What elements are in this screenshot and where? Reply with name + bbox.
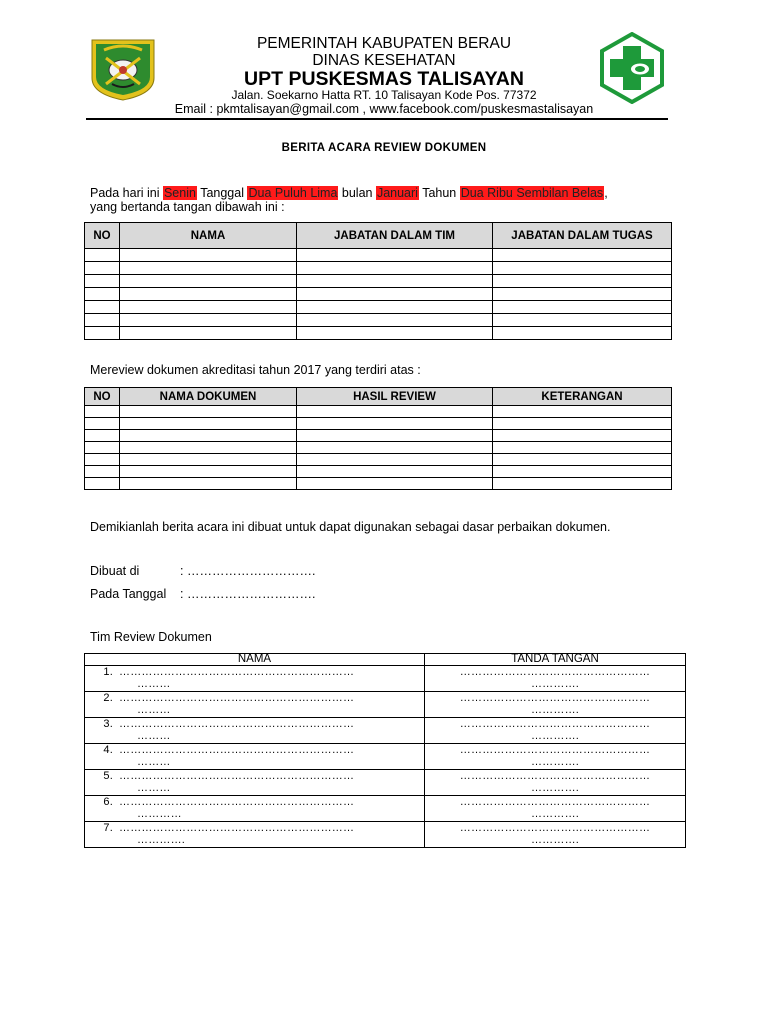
intro-tanggal: Dua Puluh Lima: [248, 186, 338, 200]
sig-sign-dots-cont: ………….: [530, 756, 580, 768]
table-row: [85, 442, 672, 454]
table-row: [85, 275, 672, 288]
sig-sign-dots-cont: ………….: [530, 678, 580, 690]
intro-line1: [90, 186, 608, 200]
sig-name-dots-cont: ………….: [137, 834, 186, 846]
table-row: [85, 718, 686, 744]
team-col-jabatan-tugas: JABATAN DALAM TUGAS: [493, 223, 672, 249]
sig-name-dots: ………………………………………………………: [119, 822, 355, 834]
header-line1: PEMERINTAH KABUPATEN BERAU: [256, 35, 512, 52]
sig-name-dots: ………………………………………………………: [119, 666, 355, 678]
pada-tanggal-value: : ………………………….: [180, 587, 316, 601]
sig-sign-dots: ……………………………………………: [459, 718, 651, 730]
sig-name-dots: ………………………………………………………: [119, 796, 355, 808]
berau-emblem-logo: [90, 38, 156, 102]
intro-text-1: Pada hari ini: [90, 186, 163, 200]
table-row: [85, 418, 672, 430]
review-intro: Mereview dokumen akreditasi tahun 2017 yang terdiri atas :: [90, 363, 421, 377]
sig-name-dots: ………………………………………………………: [119, 692, 355, 704]
table-row: [85, 744, 686, 770]
header-line3: UPT PUSKESMAS TALISAYAN: [244, 68, 524, 90]
letterhead-rule: [86, 118, 668, 120]
docs-col-no: NO: [85, 388, 120, 406]
docs-col-keterangan: KETERANGAN: [493, 388, 672, 406]
sig-row-number: 6.: [103, 796, 113, 808]
tim-review-title: Tim Review Dokumen: [90, 630, 212, 644]
signature-table: [84, 653, 686, 848]
sig-row-number: 7.: [103, 822, 113, 834]
dibuat-di-label: Dibuat di: [90, 564, 140, 578]
table-row: [85, 666, 686, 692]
sig-name-dots-cont: …………: [137, 808, 182, 820]
sig-name-dots: ………………………………………………………: [119, 744, 355, 756]
puskesmas-logo: [596, 32, 668, 104]
header-email: Email : pkmtalisayan@gmail.com , www.facebook.com/puskesmastalisayan: [174, 102, 594, 116]
header-line2: DINAS KESEHATAN: [312, 52, 456, 69]
table-row: [85, 314, 672, 327]
docs-col-hasil-review: HASIL REVIEW: [297, 388, 493, 406]
table-row: [85, 692, 686, 718]
sig-col-nama: NAMA: [85, 654, 425, 666]
intro-text-5: ,: [604, 186, 608, 200]
intro-bulan: Januari: [376, 186, 418, 200]
intro-text-2: Tanggal: [196, 186, 248, 200]
table-row: [85, 430, 672, 442]
table-row: [85, 288, 672, 301]
table-row: [85, 262, 672, 275]
table-row: [85, 466, 672, 478]
sig-row-number: 2.: [103, 692, 113, 704]
sig-sign-dots: ……………………………………………: [459, 692, 651, 704]
table-row: [85, 478, 672, 490]
sig-name-dots: ………………………………………………………: [119, 718, 355, 730]
sig-name-dots-cont: ………: [137, 756, 171, 768]
team-col-jabatan-tim: JABATAN DALAM TIM: [297, 223, 493, 249]
sig-sign-dots: ……………………………………………: [459, 744, 651, 756]
intro-text-3: bulan: [338, 186, 376, 200]
team-col-nama: NAMA: [120, 223, 297, 249]
closing-statement: Demikianlah berita acara ini dibuat untuk dapat digunakan sebagai dasar perbaikan dokumen.: [90, 520, 611, 534]
dibuat-di-value: : ………………………….: [180, 564, 316, 578]
sig-name-dots-cont: ………: [137, 704, 171, 716]
sig-sign-dots: ……………………………………………: [459, 666, 651, 678]
intro-hari: Senin: [163, 186, 196, 200]
table-row: [85, 770, 686, 796]
sig-sign-dots-cont: ………….: [530, 730, 580, 742]
table-row: [85, 249, 672, 262]
table-row: [85, 822, 686, 848]
sig-name-dots: ………………………………………………………: [119, 770, 355, 782]
sig-row-number: 4.: [103, 744, 113, 756]
sig-sign-dots-cont: ………….: [530, 834, 580, 846]
sig-col-tanda-tangan: TANDA TANGAN: [425, 654, 686, 666]
table-row: [85, 454, 672, 466]
team-col-no: NO: [85, 223, 120, 249]
header-address: Jalan. Soekarno Hatta RT. 10 Talisayan Kode Pos. 77372: [231, 88, 537, 102]
sig-name-dots-cont: ………: [137, 782, 171, 794]
sig-sign-dots: ……………………………………………: [459, 796, 651, 808]
sig-row-number: 5.: [103, 770, 113, 782]
sig-sign-dots: ……………………………………………: [459, 822, 651, 834]
documents-table: [84, 387, 672, 490]
sig-name-dots-cont: ………: [137, 730, 171, 742]
team-table: [84, 222, 672, 340]
table-row: [85, 327, 672, 340]
docs-col-nama-dokumen: NAMA DOKUMEN: [120, 388, 297, 406]
intro-line2: yang bertanda tangan dibawah ini :: [90, 200, 285, 214]
sig-name-dots-cont: ………: [137, 678, 171, 690]
sig-sign-dots: ……………………………………………: [459, 770, 651, 782]
sig-sign-dots-cont: ………….: [530, 704, 580, 716]
table-row: [85, 301, 672, 314]
intro-text-4: Tahun: [418, 186, 460, 200]
table-row: [85, 406, 672, 418]
pada-tanggal-label: Pada Tanggal: [90, 587, 167, 601]
document-title: BERITA ACARA REVIEW DOKUMEN: [281, 142, 487, 154]
sig-sign-dots-cont: ………….: [530, 808, 580, 820]
table-row: [85, 796, 686, 822]
intro-tahun: Dua Ribu Sembilan Belas: [460, 186, 604, 200]
sig-row-number: 1.: [103, 666, 113, 678]
sig-row-number: 3.: [103, 718, 113, 730]
sig-sign-dots-cont: ………….: [530, 782, 580, 794]
